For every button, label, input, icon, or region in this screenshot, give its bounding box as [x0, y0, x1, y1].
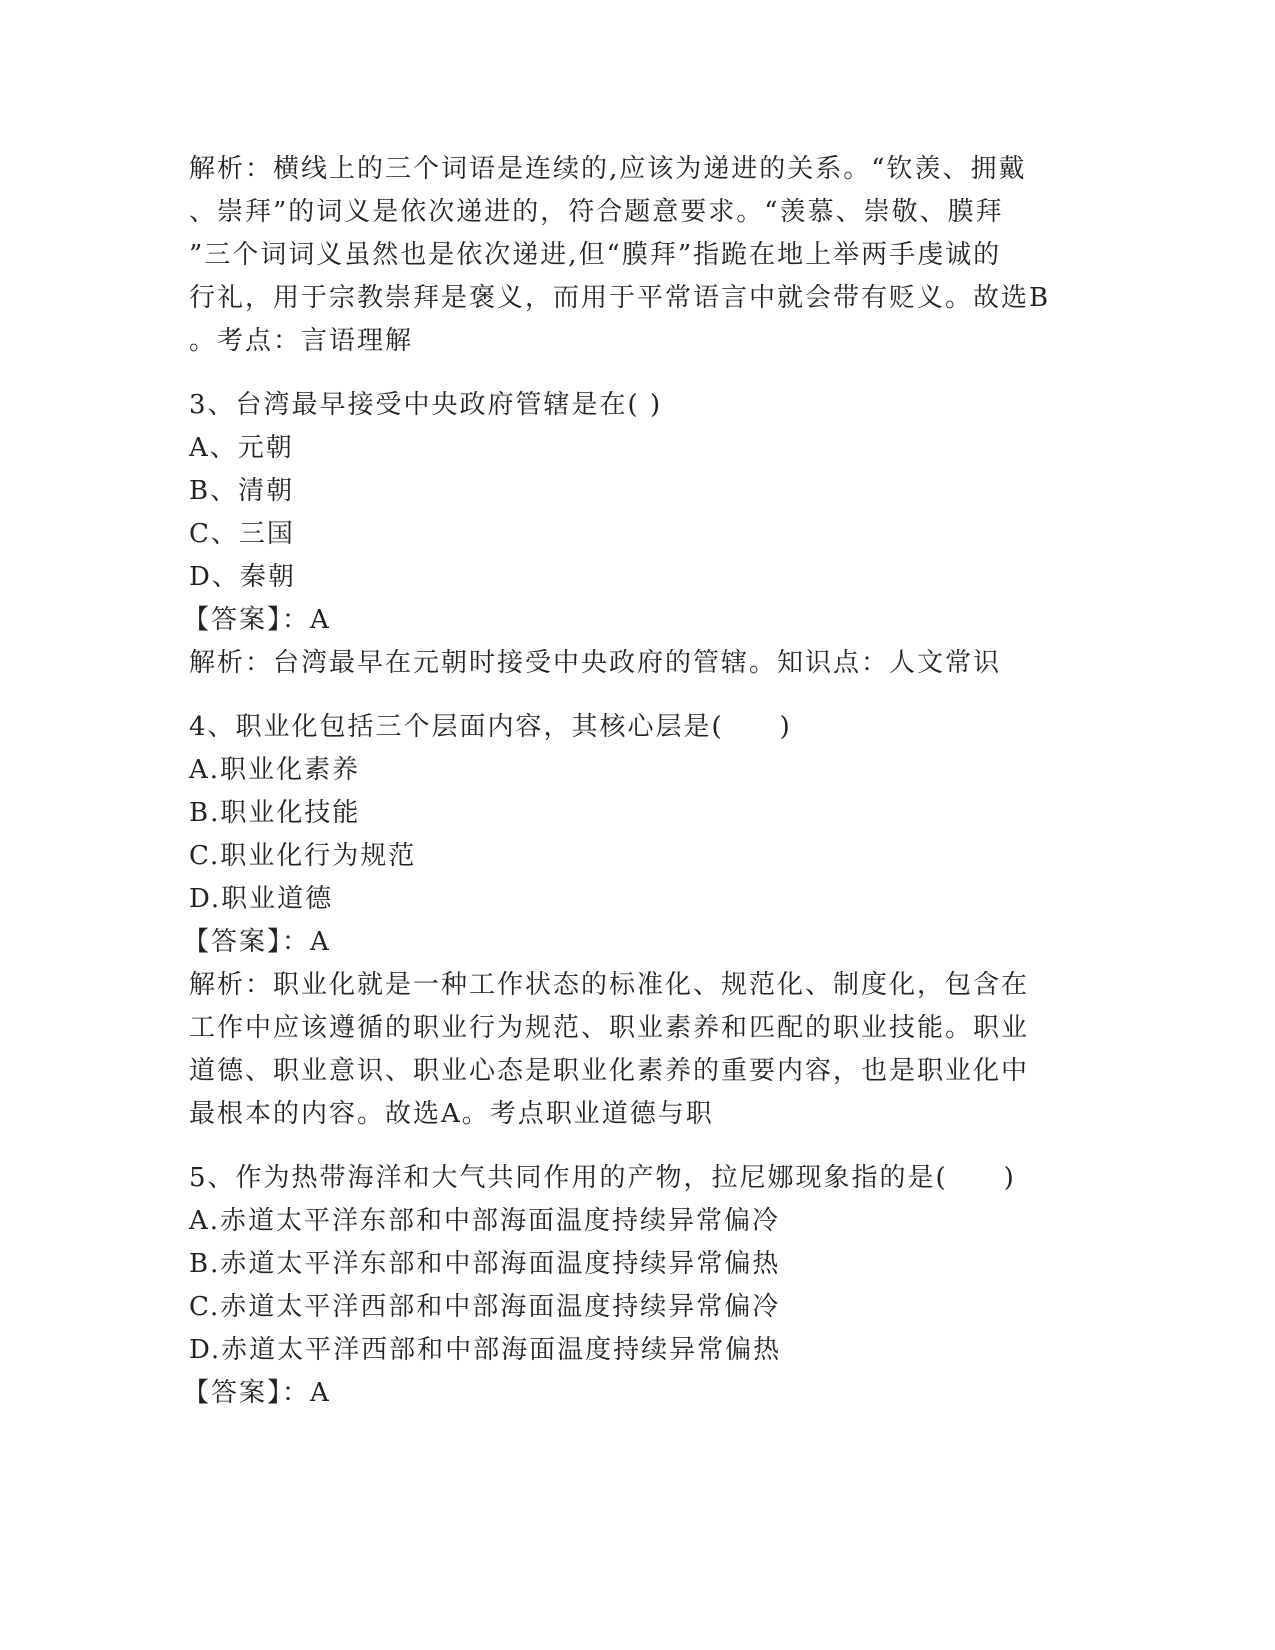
option-d: D、秦朝 — [189, 562, 296, 592]
option-c: C、三国 — [189, 519, 295, 549]
answer: 【答案】：A — [183, 1378, 331, 1408]
option-b: B.职业化技能 — [189, 798, 361, 828]
explanation-line: 行礼，用于宗教崇拜是褒义，而用于平常语言中就会带有贬义。故选B — [189, 283, 1051, 313]
option-b: B、清朝 — [189, 476, 295, 506]
option-a: A、元朝 — [189, 433, 294, 463]
explanation-line: 解析：横线上的三个词语是连续的,应该为递进的关系。“钦羡、拥戴 — [189, 154, 1027, 184]
question-5 — [183, 1157, 1089, 1415]
question-stem: 4、职业化包括三个层面内容，其核心层是( ) — [189, 712, 792, 742]
explanation-line: 解析：职业化就是一种工作状态的标准化、规范化、制度化，包含在 — [189, 970, 1030, 1000]
option-d: D.赤道太平洋西部和中部海面温度持续异常偏热 — [189, 1335, 782, 1365]
explanation-line: 解析：台湾最早在元朝时接受中央政府的管辖。知识点：人文常识 — [189, 648, 1002, 678]
prev-explanation — [189, 148, 1089, 363]
document-content — [183, 148, 1089, 1415]
answer: 【答案】：A — [183, 605, 331, 635]
explanation-line: 工作中应该遵循的职业行为规范、职业素养和匹配的职业技能。职业 — [189, 1013, 1030, 1043]
explanation-line: 道德、职业意识、职业心态是职业化素养的重要内容，也是职业化中 — [189, 1056, 1030, 1086]
option-a: A.职业化素养 — [189, 755, 361, 785]
answer: 【答案】：A — [183, 927, 331, 957]
explanation-line: ”三个词词义虽然也是依次递进,但“膜拜”指跪在地上举两手虔诚的 — [189, 240, 1002, 270]
option-c: C.赤道太平洋西部和中部海面温度持续异常偏冷 — [189, 1292, 781, 1322]
question-stem: 3、台湾最早接受中央政府管辖是在( ) — [189, 390, 663, 420]
question-stem: 5、作为热带海洋和大气共同作用的产物，拉尼娜现象指的是( ) — [189, 1163, 1016, 1193]
option-c: C.职业化行为规范 — [189, 841, 417, 871]
option-a: A.赤道太平洋东部和中部海面温度持续异常偏冷 — [189, 1206, 781, 1236]
explanation-line: 、崇拜”的词义是依次递进的，符合题意要求。“羡慕、崇敬、膜拜 — [189, 197, 1004, 227]
explanation-line: 最根本的内容。故选A。考点职业道德与职 — [189, 1099, 714, 1129]
option-d: D.职业道德 — [189, 884, 334, 914]
explanation-line: 。考点：言语理解 — [189, 326, 414, 356]
question-3 — [183, 384, 1089, 685]
question-4 — [183, 706, 1089, 1136]
option-b: B.赤道太平洋东部和中部海面温度持续异常偏热 — [189, 1249, 781, 1279]
